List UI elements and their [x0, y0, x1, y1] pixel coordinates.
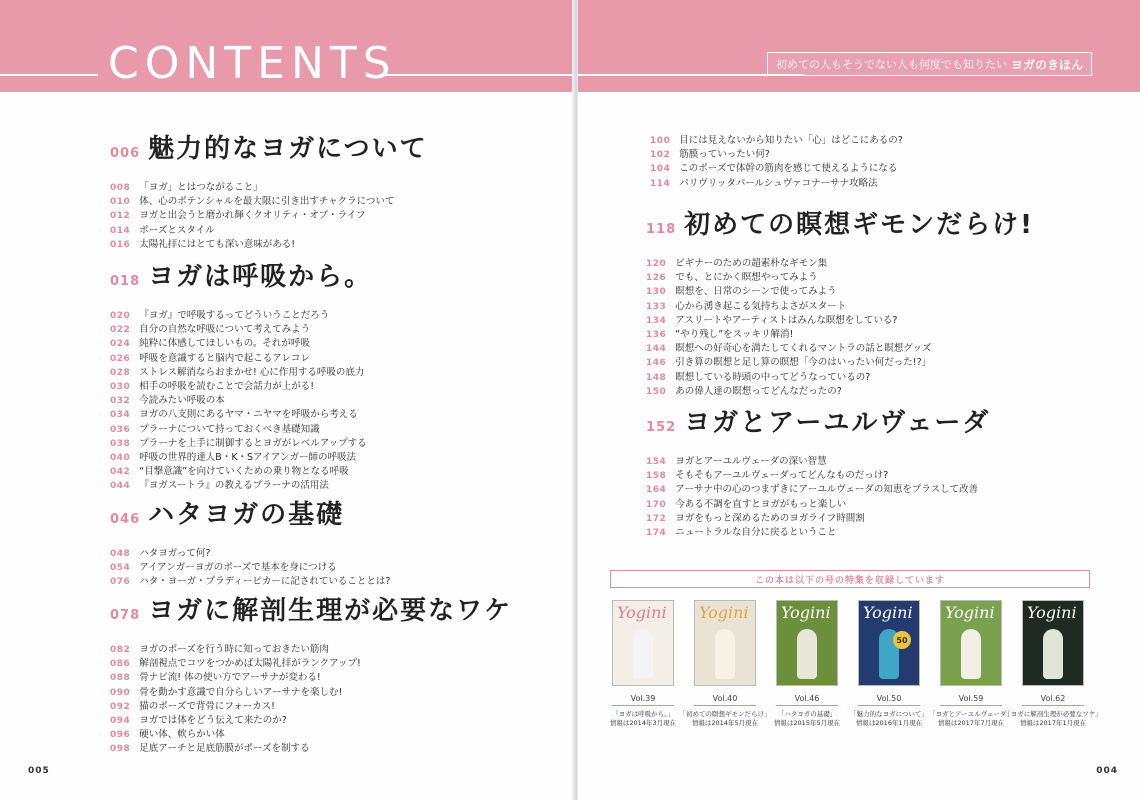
magazine-volume: Vol.62 — [1022, 694, 1084, 706]
entry-title: ヨガとアーユルヴェーダの深い智慧 — [675, 456, 827, 467]
entry-page-number: 158 — [646, 471, 667, 482]
magazine-card[interactable] — [610, 600, 676, 750]
entry-page-number: 098 — [110, 744, 131, 755]
section-items — [110, 641, 512, 755]
magazine-cover — [612, 600, 674, 686]
cover-photo-figure — [961, 629, 981, 679]
toc-entry[interactable] — [110, 712, 512, 726]
series-label — [767, 52, 1092, 76]
section-title: ヨガに解剖生理が必要なワケ — [148, 596, 513, 626]
entry-page-number: 154 — [646, 457, 667, 467]
toc-entry[interactable] — [110, 378, 372, 392]
section-page-number: 118 — [646, 222, 677, 237]
anniversary-badge: 50 — [893, 631, 911, 649]
entry-page-number: 076 — [110, 577, 131, 588]
section-items — [110, 307, 372, 491]
section-page-number: 018 — [110, 274, 141, 289]
magazine-card[interactable] — [679, 600, 771, 750]
contents-heading: CONTENTS — [108, 38, 397, 89]
toc-entry[interactable] — [110, 435, 372, 449]
section-items — [646, 255, 1034, 397]
magazine-info-date: 情報は2015年5月現在 — [773, 718, 841, 727]
toc-entry[interactable] — [646, 510, 990, 524]
toc-entry[interactable] — [646, 354, 1034, 368]
entry-page-number: 170 — [646, 499, 667, 510]
entry-page-number: 146 — [646, 358, 667, 369]
section-block — [110, 590, 512, 755]
toc-entry[interactable] — [110, 207, 428, 221]
magazine-info-date: 情報は2017年7月現在 — [937, 718, 1005, 727]
entry-page-number: 148 — [646, 372, 667, 383]
entry-title: 目には見えないから知りたい「心」はどこにあるの? — [679, 135, 903, 146]
cover-photo-figure — [1043, 629, 1063, 679]
toc-entry[interactable] — [646, 326, 1034, 340]
source-note — [610, 570, 1090, 588]
entry-title: 瞑想を、日常のシーンで使ってみよう — [675, 286, 837, 298]
header-band — [578, 0, 1140, 92]
entry-page-number: 082 — [110, 645, 131, 655]
toc-entry[interactable] — [650, 132, 903, 146]
entry-title: ヨガでは体をどう伝えて来たのか? — [139, 714, 287, 726]
magazine-logo: Yogini — [617, 603, 667, 622]
entry-title: 筋膜っていったい何? — [679, 149, 770, 161]
continued-items — [650, 132, 903, 189]
magazine-info-date: 情報は2016年1月現在 — [855, 718, 923, 727]
entry-title: 心から湧き起こる気持ちよさがスタート — [675, 300, 847, 312]
entry-title: 瞑想している時頭の中ってどうなっているの? — [675, 371, 871, 383]
entry-page-number: 020 — [110, 311, 131, 321]
entry-title: 引き算の瞑想と足し算の瞑想「今のはいったい何だった!?」 — [675, 357, 932, 369]
toc-entry[interactable] — [646, 383, 1034, 397]
toc-entry[interactable] — [650, 160, 903, 174]
page-number-left: 005 — [28, 766, 50, 776]
toc-entry[interactable] — [110, 236, 428, 250]
source-note-text: この本は以下の号の特集を収録しています — [754, 575, 945, 586]
entry-title: 今ある不調を直すとヨガがもっと楽しい — [675, 498, 847, 510]
section-page-number: 078 — [110, 608, 141, 623]
magazine-volume: Vol.59 — [940, 694, 1002, 706]
entry-page-number: 144 — [646, 344, 667, 355]
toc-entry[interactable] — [110, 307, 372, 321]
entry-page-number: 130 — [646, 287, 667, 298]
entry-page-number: 134 — [646, 315, 667, 326]
toc-entry[interactable] — [646, 524, 990, 538]
magazine-feature: 「ハタヨガの基礎」 — [777, 710, 837, 718]
toc-entry[interactable] — [646, 453, 990, 467]
entry-title: 解剖視点でコツをつかめば太陽礼拝がランクアップ! — [139, 658, 361, 670]
section-items — [110, 545, 390, 588]
entry-title: 足底アーチと足底筋膜がポーズを制する — [139, 743, 310, 755]
series-title: ヨガのきほん — [1010, 57, 1083, 72]
entry-page-number: 048 — [110, 549, 131, 559]
entry-title: 『ヨガスートラ』の教えるプラーナの活用法 — [139, 480, 329, 492]
entry-page-number: 133 — [646, 301, 667, 312]
header-rule-right — [384, 74, 574, 76]
entry-title: ビギナーのための超素朴なギモン集 — [675, 258, 828, 269]
toc-entry[interactable] — [650, 146, 903, 160]
section-page-number: 046 — [110, 512, 141, 527]
toc-entry[interactable] — [646, 269, 1034, 283]
toc-entry[interactable] — [646, 496, 990, 510]
entry-title: 骨ナビ流! 体の使い方でアーサナが変わる! — [139, 672, 321, 684]
magazine-logo: Yogini — [1027, 603, 1077, 622]
entry-title: 純粋に体感してほしいもの。それが呼吸 — [139, 338, 310, 350]
magazine-info-date: 情報は2014年3月現在 — [609, 718, 677, 727]
section-title: 魅力的なヨガについて — [148, 134, 428, 164]
entry-title: でも、とにかく瞑想やってみよう — [675, 272, 818, 284]
entry-page-number: 030 — [110, 381, 131, 392]
entry-page-number: 172 — [646, 513, 667, 524]
toc-entry[interactable] — [110, 726, 512, 740]
toc-entry[interactable] — [110, 335, 372, 349]
magazine-volume: Vol.50 — [858, 694, 920, 706]
entry-page-number: 036 — [110, 424, 131, 435]
entry-page-number: 164 — [646, 485, 667, 496]
entry-title: パリヴリッタパールシュヴァコナーサナ攻略法 — [679, 177, 878, 189]
entry-page-number: 094 — [110, 715, 131, 726]
entry-page-number: 016 — [110, 239, 131, 250]
entry-page-number: 012 — [110, 211, 131, 222]
section-items — [110, 179, 428, 250]
entry-title: 猫のポーズで背骨にフォーカス! — [139, 700, 275, 712]
entry-page-number: 010 — [110, 197, 131, 208]
entry-page-number: 026 — [110, 353, 131, 364]
entry-title: ヨガと出会うと磨かれ輝くクオリティ・オブ・ライフ — [139, 210, 366, 222]
magazine-info-date: 情報は2014年5月現在 — [691, 718, 759, 727]
entry-title: “目撃意識”を向けていくための乗り物となる呼吸 — [139, 466, 349, 478]
section-block — [646, 402, 990, 538]
magazine-info-date: 情報は2017年1月現在 — [1019, 718, 1087, 727]
magazine-cover — [858, 600, 920, 686]
section-title: 初めての瞑想ギモンだらけ! — [684, 210, 1034, 240]
magazine-cover — [1022, 600, 1084, 686]
cover-photo-figure — [633, 629, 653, 679]
toc-entry[interactable] — [646, 340, 1034, 354]
toc-entry[interactable] — [110, 655, 512, 669]
entry-title: ヨガの八支則にあるヤマ・ニヤマを呼吸から考える — [139, 409, 358, 421]
toc-entry[interactable] — [110, 684, 512, 698]
toc-entry[interactable] — [646, 283, 1034, 297]
magazine-volume: Vol.46 — [776, 694, 838, 706]
entry-title: ニュートラルな自分に戻るということ — [675, 526, 837, 538]
magazine-card[interactable] — [1004, 600, 1102, 750]
section-block — [110, 256, 372, 491]
magazine-feature: 「ヨガとアーユルヴェーダ」 — [928, 710, 1014, 718]
entry-title: ヨガをもっと深めるためのヨガライフ時間割 — [675, 512, 865, 524]
entry-page-number: 096 — [110, 730, 131, 741]
entry-title: ポーズとスタイル — [139, 224, 215, 236]
entry-title: 瞑想への好奇心を満たしてくれるマントラの話と瞑想グッズ — [675, 343, 932, 355]
entry-title: “やり残し”をスッキリ解消! — [675, 328, 794, 340]
section-block — [110, 128, 428, 250]
page-number-right: 004 — [1096, 766, 1118, 776]
toc-entry[interactable] — [110, 449, 372, 463]
entry-title: プラーナについて持っておくべき基礎知識 — [139, 423, 320, 435]
series-tagline: 初めての人もそうでない人も何度でも知りたい — [775, 58, 1007, 71]
entry-page-number: 044 — [110, 481, 131, 492]
entry-title: このポーズで体幹の筋肉を感じて使えるようになる — [679, 163, 898, 175]
entry-title: 自分の自然な呼吸について考えてみよう — [139, 324, 311, 336]
magazine-logo: Yogini — [781, 603, 831, 622]
toc-entry[interactable] — [110, 392, 372, 406]
entry-title: 呼吸の世界的達人B・K・Sアイアンガー師の呼吸法 — [139, 451, 357, 463]
entry-page-number: 086 — [110, 659, 131, 670]
toc-entry[interactable] — [110, 698, 512, 712]
toc-entry[interactable] — [110, 321, 372, 335]
entry-title: ヨガのポーズを行う時に知っておきたい筋肉 — [139, 644, 329, 655]
magazine-volume: Vol.39 — [612, 694, 674, 706]
entry-title: 『ヨガ』で呼吸するってどういうことだろう — [139, 310, 330, 321]
entry-page-number: 136 — [646, 329, 667, 340]
magazine-feature: 「魅力的なヨガについて」 — [850, 710, 928, 718]
entry-page-number: 150 — [646, 386, 667, 397]
entry-title: あの偉人達の瞑想ってどんなだったの? — [675, 385, 842, 397]
magazine-volume: Vol.40 — [694, 694, 756, 706]
entry-page-number: 038 — [110, 438, 131, 449]
magazine-cover — [940, 600, 1002, 686]
section-title: ヨガは呼吸から。 — [148, 262, 373, 292]
toc-entry[interactable] — [650, 175, 903, 189]
magazine-card[interactable] — [928, 600, 1014, 750]
entry-page-number: 090 — [110, 687, 131, 698]
entry-title: アスリートやアーティストはみんな瞑想をしている? — [675, 314, 898, 326]
entry-title: 今読みたい呼吸の本 — [139, 395, 225, 407]
toc-entry[interactable] — [646, 298, 1034, 312]
toc-entry[interactable] — [110, 573, 390, 587]
toc-entry[interactable] — [110, 364, 372, 378]
toc-entry[interactable] — [110, 179, 428, 193]
toc-entry[interactable] — [110, 740, 512, 754]
toc-entry[interactable] — [110, 559, 390, 573]
toc-entry[interactable] — [110, 669, 512, 683]
section-block — [646, 204, 1034, 397]
section-items — [650, 132, 903, 189]
entry-page-number: 032 — [110, 396, 131, 407]
section-page-number: 006 — [110, 146, 141, 161]
cover-photo-figure — [715, 629, 735, 679]
entry-page-number: 014 — [110, 225, 131, 236]
magazine-cover — [776, 600, 838, 686]
section-title: ヨガとアーユルヴェーダ — [684, 408, 991, 438]
entry-title: 硬い体、軟らかい体 — [139, 729, 225, 741]
entry-page-number: 104 — [650, 164, 671, 175]
entry-title: 呼吸を意識すると脳内で起こるアレコレ — [139, 352, 310, 364]
section-items — [646, 453, 990, 538]
entry-page-number: 126 — [646, 273, 667, 284]
toc-entry[interactable] — [110, 463, 372, 477]
toc-entry[interactable] — [110, 641, 512, 655]
entry-page-number: 120 — [646, 259, 667, 269]
magazine-covers — [610, 600, 1130, 750]
entry-page-number: 100 — [650, 136, 671, 146]
toc-entry[interactable] — [110, 421, 372, 435]
toc-entry[interactable] — [110, 350, 372, 364]
entry-page-number: 092 — [110, 701, 131, 712]
toc-entry[interactable] — [646, 467, 990, 481]
entry-title: 太陽礼拝にはとても深い意味がある! — [139, 238, 296, 250]
entry-page-number: 114 — [650, 178, 671, 189]
entry-page-number: 042 — [110, 467, 131, 478]
toc-entry[interactable] — [110, 193, 428, 207]
entry-page-number: 024 — [110, 339, 131, 350]
entry-page-number: 102 — [650, 150, 671, 161]
entry-title: 骨を動かす意識で自分らしいアーサナを楽しむ! — [139, 686, 343, 698]
toc-entry[interactable] — [110, 222, 428, 236]
magazine-logo: Yogini — [945, 603, 995, 622]
toc-entry[interactable] — [646, 369, 1034, 383]
toc-entry[interactable] — [646, 312, 1034, 326]
entry-title: そもそもアーユルヴェーダってどんなものだっけ? — [675, 470, 889, 482]
cover-photo-figure — [797, 629, 817, 679]
section-block — [110, 494, 390, 588]
entry-title: プラーナを上手に制御するとヨガがレベルアップする — [139, 437, 367, 449]
magazine-feature: 「ヨガに解剖生理が必要なワケ」 — [1004, 710, 1102, 718]
entry-title: ハタ・ヨーガ・プラディーピカーに記されていることとは? — [139, 576, 391, 588]
entry-title: 相手の呼吸を読むことで会話力が上がる! — [139, 380, 315, 392]
toc-entry[interactable] — [110, 477, 372, 491]
entry-page-number: 034 — [110, 410, 131, 421]
magazine-cover — [694, 600, 756, 686]
toc-entry[interactable] — [110, 406, 372, 420]
entry-title: ハタヨガって何? — [139, 548, 211, 559]
entry-page-number: 008 — [110, 183, 131, 193]
entry-page-number: 088 — [110, 673, 131, 684]
magazine-logo: Yogini — [863, 603, 913, 622]
toc-entry[interactable] — [646, 255, 1034, 269]
magazine-logo: Yogini — [699, 603, 749, 622]
entry-page-number: 040 — [110, 452, 131, 463]
entry-title: アイアンガーヨガのポーズで基本を身につける — [139, 562, 337, 574]
section-title: ハタヨガの基礎 — [148, 500, 345, 530]
header-rule-left — [0, 74, 98, 76]
entry-page-number: 174 — [646, 527, 667, 538]
entry-title: ストレス解消ならおまかせ! 心に作用する呼吸の底力 — [139, 366, 365, 378]
toc-entry[interactable] — [646, 481, 990, 495]
magazine-card[interactable] — [850, 600, 928, 750]
magazine-feature: 「初めての瞑想ギモンだらけ」 — [679, 710, 771, 718]
entry-title: アーサナ中の心のつまずきにアーユルヴェーダの知恵をプラスして改善 — [675, 484, 979, 496]
right-page — [578, 0, 1140, 800]
entry-page-number: 054 — [110, 563, 131, 574]
entry-page-number: 022 — [110, 325, 131, 336]
toc-entry[interactable] — [110, 545, 390, 559]
magazine-card[interactable] — [774, 600, 840, 750]
entry-page-number: 028 — [110, 367, 131, 378]
magazine-feature: 「ヨガは呼吸から。」 — [612, 710, 674, 718]
entry-title: 「ヨガ」とはつながること」 — [139, 182, 263, 193]
entry-title: 体、心のポテンシャルを最大限に引き出すチャクラについて — [139, 196, 395, 208]
section-page-number: 152 — [646, 420, 677, 435]
